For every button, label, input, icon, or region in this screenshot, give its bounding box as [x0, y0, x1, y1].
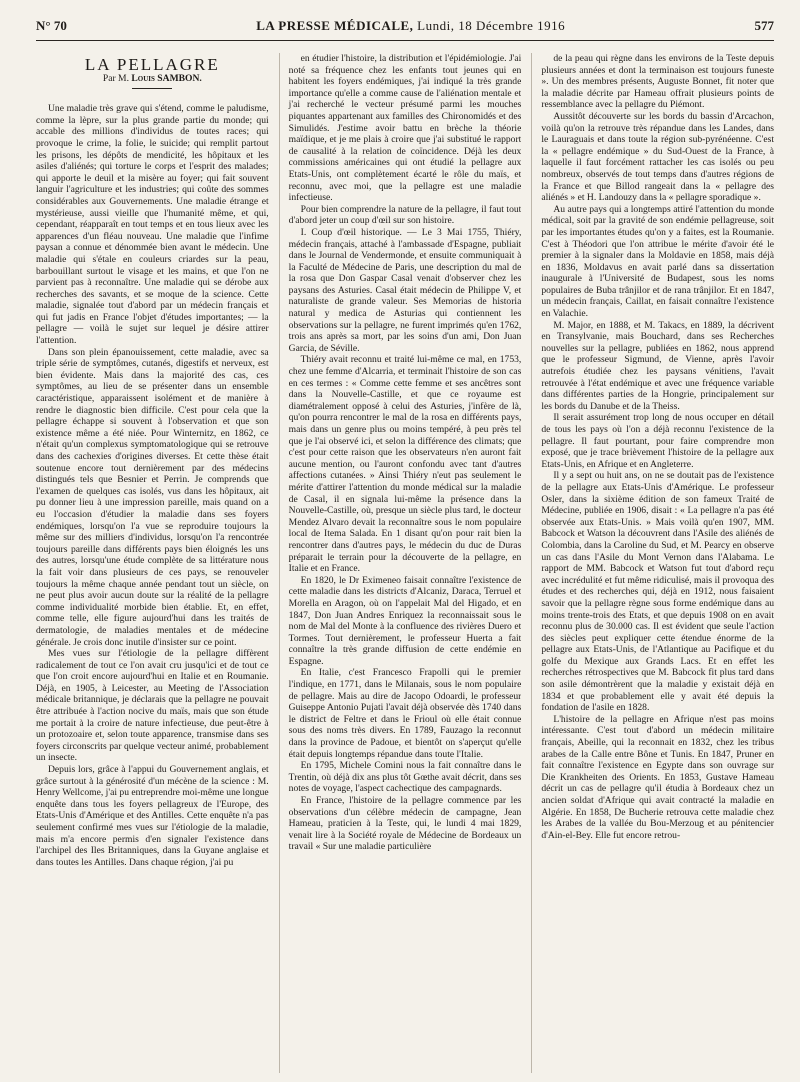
paragraph: En France, l'histoire de la pellagre commence par les observations d'un célèbre médecin de campagne, Jean Hameau, praticien à la Teste, qui, le lundi 4 mai 1829, venait lire à la Société royale de Médecine de Bordeaux un travail « Sur une maladie particulière: [288, 795, 522, 853]
page-number: 577: [754, 18, 774, 33]
byline: [36, 73, 269, 85]
paragraph: M. Major, en 1888, et M. Takacs, en 1889, la décrivent en Transylvanie, mais Bouchard, dans ses Recherches nouvelles sur la pellagre, publiées en 1862, nous apprend que le professeur Sigmund, de Vienne, après l'avoir autrefois étudiée chez les paysans vénitiens, l'avait retrouvée à l'état endémique et avec une fréquence variable dans différentes parties de la Hongrie, principalement sur les bords du Danube et de la Theiss.: [541, 319, 775, 412]
text-columns: [36, 53, 774, 1073]
title-divider: [132, 88, 172, 89]
paragraph: Depuis lors, grâce à l'appui du Gouvernement anglais, et grâce surtout à la générosité d'un mécène de la science : M. Henry Wellcome, j'ai pu entreprendre moi-même une longue enquête dans tous les foyers pellagreux de l'Europe, des Etats-Unis d'Amérique et des Antilles. Cette enquête n'a pas seulement confirmé mes vues sur l'étiologie de la maladie, mais m'a encore permis d'en signaler l'existence dans l'archipel des Iles Britanniques, dans la Guyane anglaise et dans toutes les Antilles. Dans chaque région, j'ai pu: [36, 764, 269, 868]
paragraph: Une maladie très grave qui s'étend, comme le paludisme, comme la lèpre, sur la plus grande partie du monde; qui accable des millions d'individus de toutes races; qui provoque le crime, la folie, le suicide; qui remplit partout les prisons, les dépôts de mendicité, les hôpitaux et les asiles d'aliénés; qui torture le corps et l'esprit des malades; qui apporte le deuil et la misère au foyer; qui fait souvent languir l'agriculture et les industries; qui coûte des sommes considérables aux Gouvernements. Une maladie étrange et mystérieuse, aussi vieille que l'humanité même, et qui, cependant, réapparaît en tout temps et en tous lieux avec les apparences d'un fléau nouveau. Une maladie que l'infime paysan a connue et dénommée bien avant le médecin. Une maladie qui s'étale en couleurs criardes sur la peau, barbouillant surtout le visage et les mains, et que l'on ne parvient pas à reconnaître. Une maladie qui se dérobe aux recherches des savants, et se moque de la science. Cette maladie, signalée tout d'abord par un médecin français et qui fut jadis en France l'objet d'études importantes; — la pellagre — voilà le sujet sur lequel je désire attirer l'attention.: [36, 103, 269, 347]
byline-prefix: Par M.: [102, 72, 129, 84]
paragraph: L'histoire de la pellagre en Afrique n'est pas moins intéressante. C'est tout d'abord un médecin militaire français, Abeille, qui la reconnait en 1832, chez les tribus arabes de la Calle entre Bône et Tunis. En 1847, Pruner en fait connaître l'existence en Egypte dans son ouvrage sur Die Krankheiten des Orients. En 1853, Gustave Hameau décrit un cas de pellagre qu'il étudia à Bordeaux chez un ancien soldat d'Afrique qui avait contracté la maladie en Algérie. En 1858, De Bucherie retrouva cette maladie chez les Arabes de la vallée du Bou-Merzoug et au pénitencier d'Ain-el-Bey. Elle fut encore retrou-: [541, 713, 775, 841]
paragraph: Pour bien comprendre la nature de la pellagre, il faut tout d'abord jeter un coup d'œil sur son histoire.: [288, 203, 522, 227]
paragraph: Dans son plein épanouissement, cette maladie, avec sa triple série de symptômes, cutanés, digestifs et nerveux, est bien évidente. Mais dans la majorité des cas, ces symptômes, au lieu de se présenter dans un ensemble caractéristique, apparaissent isolément et de manière à rendre le diagnostic bien difficile. C'est pour cela que la pellagre échappe si souvent à l'observation et que son existence même a été niée. Pour Winternitz, en 1862, ce n'était qu'un complexus symptomatologique qui se retrouve dans des cachexies d'origines diverses. Et cette thèse était soutenue encore tout dernièrement par des médecins distingués tels que Besnier et Perrin. Je comprends que l'examen de quelques cas isolés, vus dans les hôpitaux, ait pu donner lieu à une impression pareille, mais quand on a eu l'occasion d'étudier la maladie dans ses foyers endémiques, lorsqu'on l'a vue se reproduire toujours la même sur des milliers d'individus, lorsqu'on l'a rencontrée toujours pareille dans différents pays bien éloignés les uns des autres, lorsqu'une étude complète de sa littérature nous la fait voir dans plusieurs de ces pays, se renouveler toujours la même chaque année pendant tout un siècle, on ne peut plus avoir aucun doute sur la réalité de la pellagre comme individualité morbide bien établie. Et, en effet, comme telle, elle figure aujourd'hui dans les traités de dermatologie, de maladies mentales et de médecine générale. Je crois donc inutile d'insister sur ce point.: [36, 346, 269, 648]
issue-date: Lundi, 18 Décembre 1916: [417, 18, 566, 33]
paragraph: Mes vues sur l'étiologie de la pellagre diffèrent radicalement de tout ce l'on avait cru jusqu'ici et de tout ce que l'on croit encore aujourd'hui en Italie et en Roumanie. Déjà, en 1905, à Leicester, au Meeting de l'Association médicale britannique, je déclarais que la pellagre ne pouvait être attribuée à l'action nocive du maïs, mais que son étude me portait à la croire de nature infectieuse, due peut-être à un protozoaire et, selon toute apparence, transmise dans ses foyers circonscrits par quelque vecteur animé, probablement un insecte.: [36, 648, 269, 764]
column-1: [36, 53, 269, 1073]
column-2: [279, 53, 522, 1073]
paragraph: Thiéry avait reconnu et traité lui-même ce mal, en 1753, chez une femme d'Alcarria, et terminait l'histoire de son cas en ces termes : « Comme cette femme et ses ancêtres sont dans la Nouvelle-Castille, et que ce royaume est diamétralement opposé à celui des Asturies, j'infère de là, qu'on pourra rencontrer le mal de la rosa en différents pays, mais dans un genre plus ou moins tempéré, à peu près tel que je l'ai observé ici, et selon la différence des climats; que c'est pour cette raison que les observateurs n'en auront fait aucune mention, ou l'auront confondu avec tant d'autres affections cutanées. » Ainsi Thiéry n'eut pas seulement le mérite d'attirer l'attention du monde médical sur la maladie de Casal, il en signala lui-même la présence dans la Nouvelle-Castille, où, presque un siècle plus tard, le docteur Mendez Alvaro devait la reconnaître sous le nom populaire local de Itema Salada. En 1 disant qu'on pour rait bien la rencontrer dans d'autres pays, le médecin du duc de Duras préparait le terrain pour la découverte de la pellagre, en Italie et en France.: [288, 354, 522, 575]
paragraph: Il serait assurément trop long de nous occuper en détail de tous les pays où l'on a déjà reconnu l'existence de la pellagre. Il faut pourtant, pour faire comprendre mon exposé, que je trace brièvement l'histoire de la pellagre aux Etats-Unis, en Afrique et en Angleterre.: [541, 412, 775, 470]
author-name: Louis SAMBON.: [131, 72, 202, 84]
paragraph: En 1820, le Dr Eximeneo faisait connaître l'existence de cette maladie dans les districts d'Alcaniz, Daraca, Terruel et Morella en Aragon, où on l'appelait Mal del Higado, et en 1847, Don Juan Andres Enriquez la reconnaissait sous le nom de Mal del Monte à la confluence des rivières Duero et Tormes. Tout dernièrement, le professeur Huerta a fait connaître la très grande diffusion de cette endémie en Espagne.: [288, 574, 522, 667]
paragraph: En Italie, c'est Francesco Frapolli qui le premier l'indique, en 1771, dans le Milanais, sous le nom populaire de pellagre. Mais au dire de Jacopo Odoardi, le professeur Guiseppe Antonio Pujati l'avait déjà observée dès 1740 dans le district de Feltre et dans le Frioul où elle était connue sous des noms très divers. En 1789, Fauzago la reconnut dans la province de Padoue, et bientôt on s'aperçut qu'elle était depuis longtemps répandue dans toute l'Italie.: [288, 667, 522, 760]
journal-name: LA PRESSE MÉDICALE,: [256, 18, 414, 33]
running-head: [36, 18, 774, 41]
paragraph: en étudier l'histoire, la distribution et l'épidémiologie. J'ai noté sa fréquence chez les enfants tout jeunes qui en habitent les foyers endémiques, j'ai indiqué la très grande importance qu'elle a comme cause de l'aliénation mentale et j'ai recherché le vecteur présumé parmi les mouches piquantes appartenant aux familles des Chironomidés et des Simulidés. J'estime avoir battu en brèche la théorie maïdique, et je me plais à croire que j'ai substitué le rapport de causalité à la relation de coïncidence. Déjà les deux commissions américaines qui ont étudié la pellagre aux Etats-Unis, ont complètement écarté le rôle du maïs, et reconnu, avec moi, que la pellagre est une maladie infectieuse.: [288, 53, 522, 204]
paragraph: Il y a sept ou huit ans, on ne se doutait pas de l'existence de la pellagre aux Etats-Unis d'Amérique. Le professeur Osler, dans la sixième édition de son fameux Traité de Médecine, publiée en 1906, disait : « La pellagre n'a pas été observée aux Etats-Unis. » Mais voilà qu'en 1907, MM. Babcock et Watson la découvrent dans l'Asile des aliénés de Colombia, dans la Caroline du Sud, et M. Pearcy en observe un cas dans l'Asile du Mont Vernon dans l'Alabama. Le rapport de MM. Babcock et Watson fut tout d'abord reçu avec incrédulité et fut même ridiculisé, mais il provoqua des études et des recherches qui, déjà en 1912, nous faisaient savoir que la pellagre règne sous forme endémique dans au moins trente-trois des Etats, et que depuis 1908 on en avait reconnu plus de 30.000 cas. Il est évident que seule l'action des siècles peut expliquer cette étendue énorme de la pellagre aux Etats-Unis, de l'Atlantique au Pacifique et du golfe du Mexique aux Grands Lacs. Et en effet les recherches rétrospectives que M. Babcock fit plus tard dans son asile démontrèrent que la maladie y existait déjà en 1834 et que probablement elle y avait été depuis la fondation de l'asile en 1828.: [541, 470, 775, 714]
paragraph: de la peau qui règne dans les environs de la Teste depuis plusieurs années et dont la terminaison est toujours funeste ». Un des membres présents, Auguste Bonnet, fit noter que la maladie décrite par Hameau offrait plusieurs points de ressemblance avec la pellagre du Piémont.: [541, 53, 775, 111]
journal-title: [256, 18, 565, 34]
paragraph: En 1795, Michele Comini nous la fait connaître dans le Trentin, où déjà dix ans plus tôt Gœthe avait décrit, dans ses notes de voyage, l'aspect cachectique des campagnards.: [288, 760, 522, 795]
column-3: [531, 53, 774, 1073]
section-heading-paragraph: I. Coup d'œil historique. — Le 3 Mai 1755, Thiéry, médecin français, attaché à l'ambassade d'Espagne, publiait dans le Journal de Vendermonde, et ensuite communiquait à la Faculté de Médecine de Paris, une description du mal de la rosa que Don Gaspar Casal venait d'observer chez les paysans des Asturies. Casal était médecin de Philippe V, et naturaliste de grande valeur. Ses Memorias de historia natural y medica de Asturias qui contiennent les observations sur la pellagre, ne furent imprimés qu'en 1762, trois ans après sa mort, par les soins d'un ami, Don Juan Garcia, de Séville.: [288, 226, 522, 354]
paragraph: Au autre pays qui a longtemps attiré l'attention du monde médical, soit par la gravité de son endémie pellagreuse, soit par les importantes études qu'on y a faites, est la Roumanie. C'est à Théodori que l'on attribue le mérite d'avoir été le premier à la signaler dans la Moldavie en 1858, mais déjà en 1836, Moldavus en avait parlé dans sa dissertation inaugurale à l'Université de Budapest, sous les noms populaires de Buba trânjilor et de rana trânjilor. Et en 1847, un médecin français, Caillat, en faisait connaître l'existence en Valachie.: [541, 203, 775, 320]
article-title: LA PELLAGRE: [84, 55, 220, 74]
paragraph: Aussitôt découverte sur les bords du bassin d'Arcachon, voilà qu'on la retrouve très répandue dans les Landes, dans le Lauraguais et dans toute la région sub-pyrénéenne. C'est la « pellagre endémique » du Sud-Ouest de la France, à laquelle il faut forcément rattacher les cas isolés ou peu nombreux, observés de tout temps dans d'autres régions de la France et que Billod rangeait dans la « pellagre des aliénés » et H. Landouzy dans la « pellagre sporadique ».: [541, 110, 775, 204]
issue-number: N° 70: [36, 18, 67, 33]
